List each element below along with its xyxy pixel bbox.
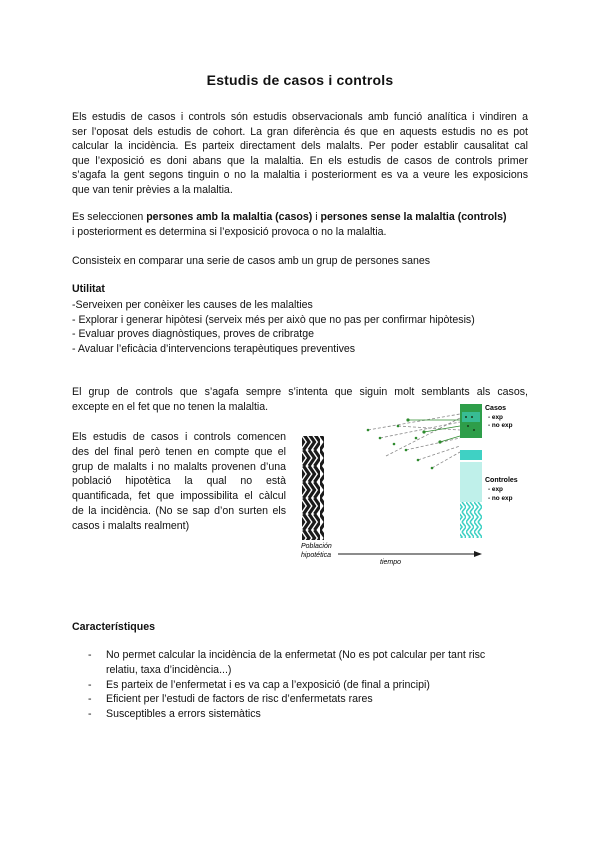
design-line: Els estudis de casos i controls comencen: [72, 431, 286, 443]
controls-line: excepte en el fet que no tenen la malaltia.: [72, 400, 269, 413]
intro-paragraph: [72, 110, 528, 198]
list-item: [88, 678, 528, 693]
casos-exp-label: - exp: [488, 414, 503, 421]
design-line: població hipotètica la qual no està: [72, 475, 286, 488]
design-line: casos i malalts realment): [72, 519, 190, 532]
utilitat-item: - Avaluar l’eficàcia d’intervencions terapèutiques preventives: [72, 342, 356, 355]
page-title: Estudis de casos i controls: [206, 72, 394, 88]
controles-exp-label: - exp: [488, 486, 503, 493]
bullet-dash: -: [88, 649, 92, 661]
design-line: des del final però tenen en compte que el: [72, 445, 286, 458]
tiempo-label: tiempo: [380, 559, 402, 566]
bullet-dash: -: [88, 678, 92, 691]
poblacion-label-2: hipotética: [301, 552, 331, 559]
caracteristiques-list: [88, 648, 528, 722]
caracteristiques-heading: Característiques: [72, 621, 156, 633]
list-item: [88, 692, 528, 707]
study-design-paragraph: [72, 430, 286, 534]
intro-line: Els estudis de casos i controls són estudis observacionals amb funció analítica i vindiren a: [72, 111, 528, 123]
list-item: [88, 707, 528, 722]
utilitat-heading: Utilitat: [72, 283, 105, 295]
bullet-dash: -: [88, 708, 92, 721]
controles-pattern: [460, 502, 482, 538]
selection-paragraph: [72, 210, 528, 239]
design-line: quantificada, fet que impossibilita el càlcul: [72, 490, 286, 503]
casos-label: Casos: [485, 405, 507, 412]
intro-line: que l’exposició es doni abans que la malaltia. En els estudis de casos de controls primer: [72, 154, 528, 167]
list-item: [88, 648, 528, 678]
diagram-svg: [298, 402, 530, 570]
selection-controls: persones sense la malaltia (controls): [320, 211, 507, 223]
time-arrow-head: [474, 551, 482, 557]
controles-block: [460, 462, 482, 502]
bullet-line: Eficient per l’estudi de factors de risc d’enfermetats rares: [106, 693, 373, 706]
exposure-arrows: [368, 414, 460, 468]
selection-pre: Es seleccionen: [72, 211, 147, 223]
bullet-dash: -: [88, 693, 92, 706]
bullet-line: No permet calcular la incidència de la enfermetat (No es pot calcular per tant risc: [106, 649, 486, 661]
casos-noexp-label: - no exp: [488, 422, 513, 429]
poblacion-label-1: Población: [301, 543, 332, 550]
compare-text: Consisteix en comparar una serie de casos amb un grup de persones sanes: [72, 255, 431, 267]
controles-block-top: [460, 450, 482, 460]
controles-label: Controles: [485, 477, 518, 484]
case-control-diagram: [298, 402, 530, 570]
selection-line-1: [72, 210, 528, 225]
selection-line-2: i posteriorment es determina si l’exposició provoca o no la malaltia.: [72, 225, 387, 238]
bullet-line: relatiu, taxa d’incidència...): [106, 663, 232, 676]
intro-line: que van tenir prèvies a la malaltia.: [72, 183, 233, 196]
bullet-line: Susceptibles a errors sistemàtics: [106, 708, 261, 721]
population-block: [302, 436, 324, 540]
utilitat-item: - Explorar i generar hipòtesi (serveix més per això que no pas per confirmar hipòtesis): [72, 313, 475, 326]
controls-line: El grup de controls que s’agafa sempre s’intenta que siguin molt semblants als casos,: [72, 386, 528, 398]
compare-paragraph: [72, 254, 528, 269]
utilitat-item: -Serveixen per conèixer les causes de les malalties: [72, 299, 313, 311]
controles-noexp-label: - no exp: [488, 495, 513, 502]
selection-mid: i: [312, 211, 321, 223]
intro-line: calcular la incidència. Es parteix directament dels malalts. Per poder establir causalitat cal: [72, 140, 528, 153]
selection-cases: persones amb la malaltia (casos): [146, 211, 313, 223]
intro-line: ser l’oposat dels estudis de cohort. La gran diferència és que en aquests estudis no es pot: [72, 125, 528, 138]
utilitat-item: - Evaluar proves diagnòstiques, proves de cribratge: [72, 328, 315, 341]
bullet-line: Es parteix de l’enfermetat i es va cap a l’exposició (de final a principi): [106, 678, 430, 691]
intro-line: s’agafa la gent segons tinguin o no la malaltia i posteriorment es va a veure les exposicions: [72, 169, 528, 182]
design-line: de la incidència. (No se sap d’on surten els: [72, 504, 286, 517]
design-line: grup de malalts i no malalts provenen d’una: [72, 460, 286, 473]
utilitat-list: [72, 298, 475, 356]
